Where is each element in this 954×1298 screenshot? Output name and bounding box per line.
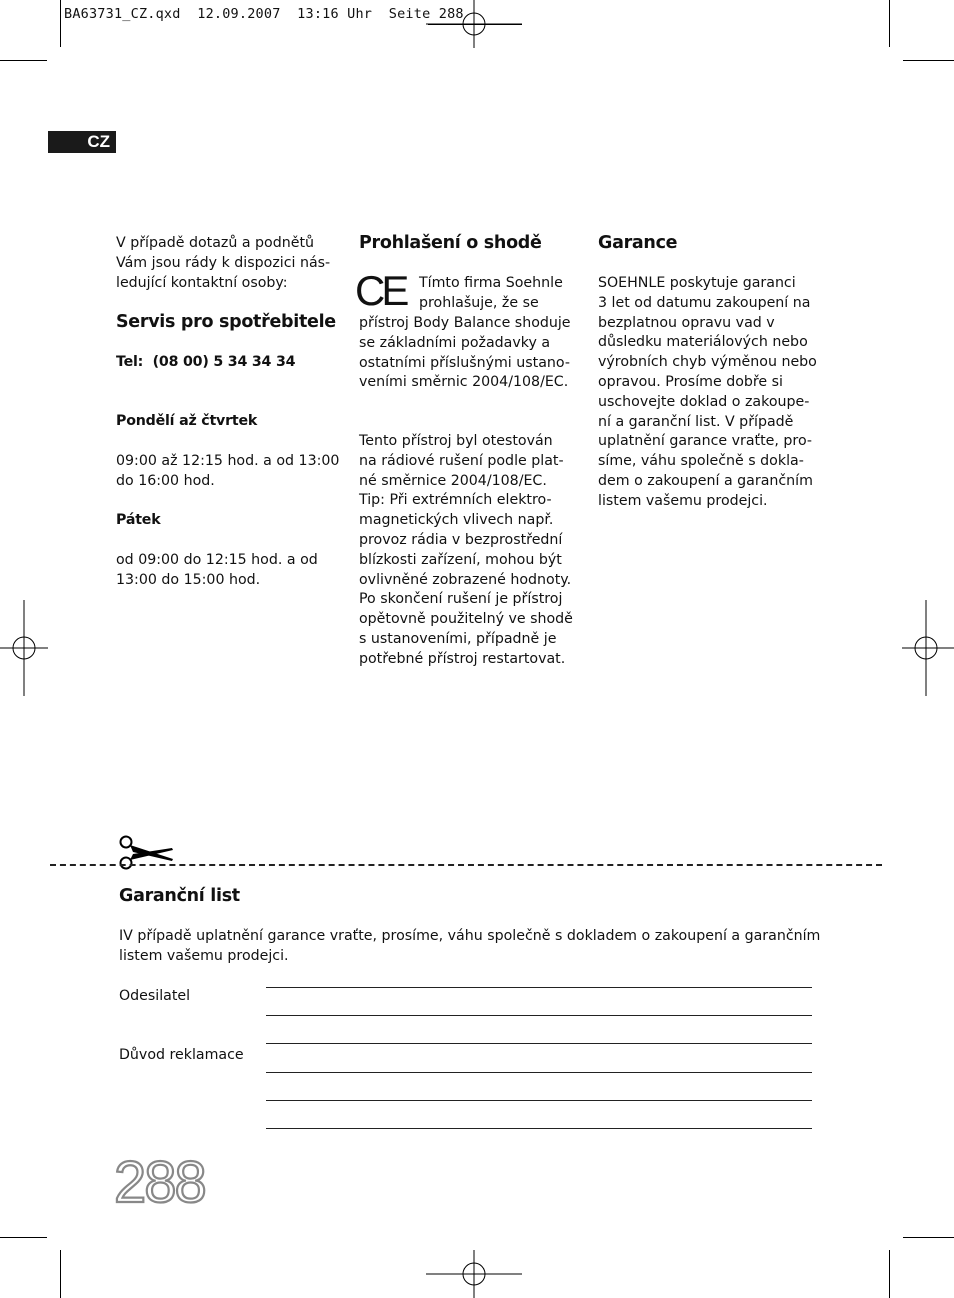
- reason-line-3[interactable]: [266, 1100, 812, 1101]
- sender-label: Odesilatel: [119, 988, 191, 1004]
- conformity-heading: Prohlašení o shodě: [359, 233, 542, 253]
- crop-mark: [60, 1250, 61, 1298]
- crop-mark: [903, 1237, 954, 1238]
- sender-line-1[interactable]: [266, 987, 812, 988]
- slug-underline: [428, 24, 522, 25]
- service-phone: Tel: (08 00) 5 34 34 34: [116, 354, 296, 370]
- reason-line-1[interactable]: [266, 1043, 812, 1044]
- contact-intro: V případě dotazů a podnětů Vám jsou rády k dispozici nás- ledující kontaktní osoby:: [116, 235, 331, 291]
- conformity-text: přístroj Body Balance shoduje se základními požadavky a ostatními příslušnými ustano- veními směrnic 2004/108/EC.: [359, 315, 571, 391]
- ce-mark-icon: CE: [355, 267, 406, 314]
- warranty-card-heading: Garanční list: [119, 886, 240, 906]
- crop-mark: [889, 1250, 890, 1298]
- crop-mark: [903, 60, 954, 61]
- reason-line-2[interactable]: [266, 1072, 812, 1073]
- file-slug: BA63731_CZ.qxd 12.09.2007 13:16 Uhr Seite 288: [64, 6, 464, 22]
- crop-mark: [889, 0, 890, 47]
- language-tab: CZ: [48, 131, 116, 153]
- friday-hours: od 09:00 do 12:15 hod. a od 13:00 do 15:00 hod.: [116, 552, 318, 588]
- mon-thu-hours: 09:00 až 12:15 hod. a od 13:00 do 16:00 hod.: [116, 453, 340, 489]
- interference-text: Tento přístroj byl otestován na rádiové rušení podle plat- né směrnice 2004/108/EC. Tip: Při extrémních elektro- magnetických vlivech např. provoz rádia v bezprostřední blízkosti zařízení, mohou být ovlivněné zobrazené hodnoty. Po skončení rušení je přístroj opětovně použitelný ve shodě s ustanoveními, případně je potřebné přístroj restartovat.: [359, 433, 573, 667]
- warranty-card-text: IV případě uplatnění garance vraťte, prosíme, váhu společně s dokladem o zakoupení a garančním listem vašemu prodejci.: [119, 928, 821, 964]
- mon-thu-label: Pondělí až čtvrtek: [116, 413, 258, 429]
- reason-line-4[interactable]: [266, 1128, 812, 1129]
- crop-mark: [60, 0, 61, 47]
- crop-mark: [0, 60, 47, 61]
- friday-label: Pátek: [116, 512, 161, 528]
- reason-label: Důvod reklamace: [119, 1047, 244, 1063]
- sender-line-2[interactable]: [266, 1015, 812, 1016]
- registration-mark-left: [0, 600, 50, 698]
- warranty-text: SOEHNLE poskytuje garanci 3 let od datumu zakoupení na bezplatnou opravu vad v důsledku materiálových nebo výrobních chyb výměnou nebo opravou. Prosíme dobře si uschovejte doklad o zakoupe- ní a garanční list. V případě uplatnění garance vraťte, pro- síme, váhu společně s dokla- dem o zakoupení a garančním listem vašemu prodejci.: [598, 275, 817, 509]
- registration-mark-right: [902, 600, 954, 698]
- warranty-heading: Garance: [598, 233, 678, 253]
- conformity-text-top: Tímto firma Soehnle prohlašuje, že se: [419, 275, 563, 311]
- service-heading: Servis pro spotřebitele: [116, 312, 336, 332]
- crop-mark: [0, 1237, 47, 1238]
- page-number: 288: [114, 1150, 205, 1215]
- cut-line: [50, 864, 882, 866]
- registration-mark-bottom: [426, 1248, 524, 1298]
